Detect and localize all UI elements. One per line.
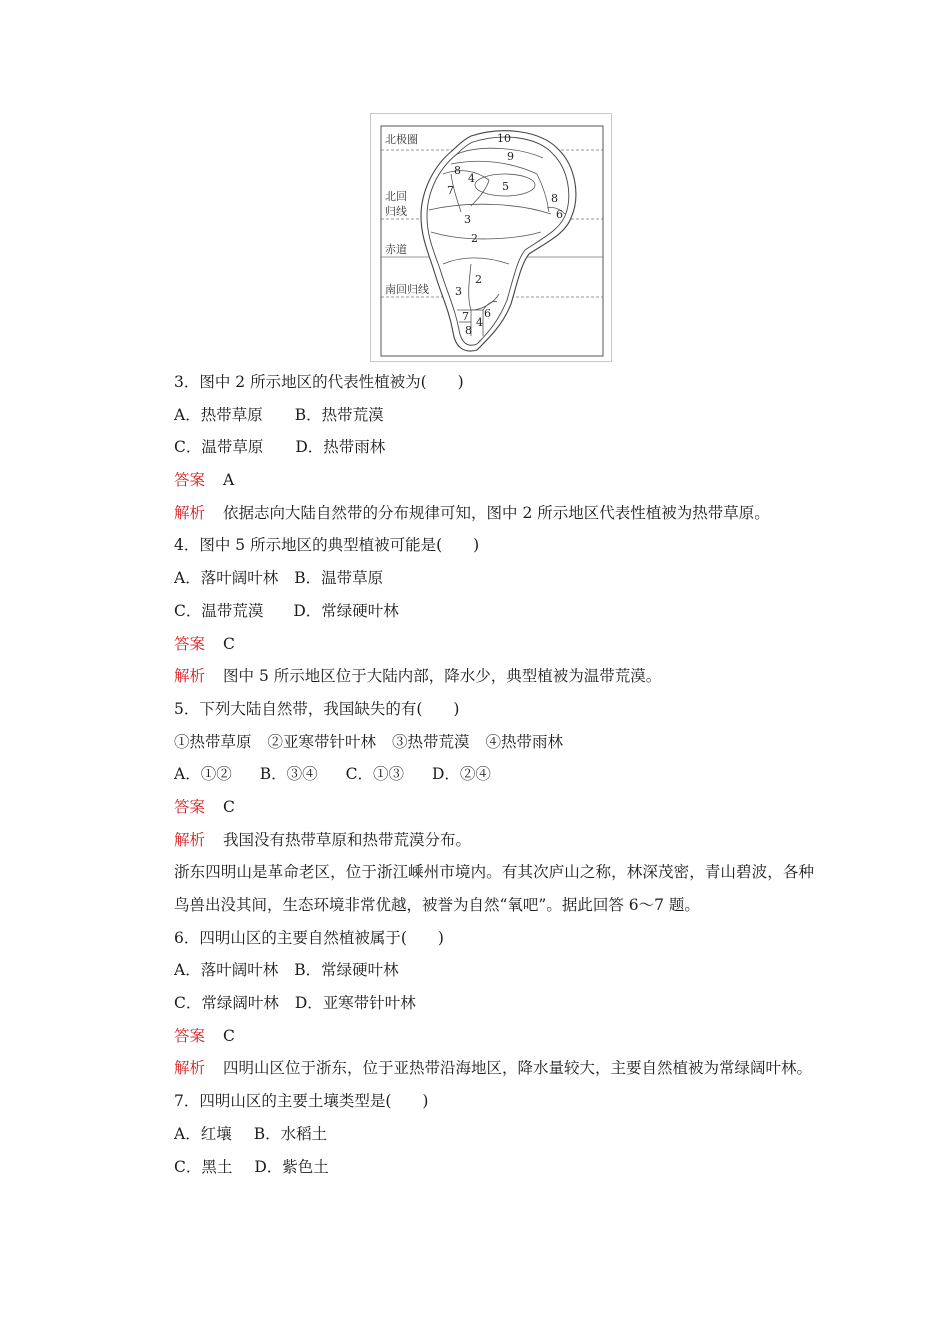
zone-4-south: 4 — [476, 316, 483, 329]
q6-answer-value: C — [223, 1026, 235, 1045]
equator-label: 赤道 — [385, 243, 407, 256]
q5-option-d: D．②④ — [431, 765, 491, 784]
zone-7-north: 7 — [447, 184, 454, 197]
q5-option-c: C．①③ — [345, 765, 404, 784]
q5-item-4: ④热带雨林 — [485, 732, 564, 751]
q4-option-b: B．温带草原 — [294, 569, 384, 588]
zone-8-south: 8 — [465, 324, 472, 337]
tropic-cancer-label-b: 归线 — [385, 205, 407, 218]
tropic-capricorn-label: 南回归线 — [385, 283, 429, 296]
q5-option-a: A．①② — [174, 765, 232, 784]
arctic-circle-label: 北极圈 — [385, 133, 418, 146]
q3-option-b: B．热带荒漠 — [294, 405, 384, 424]
q3-answer — [142, 464, 814, 497]
q4-options-cd — [142, 595, 814, 628]
q3-answer-value: A — [223, 471, 235, 490]
q5-answer — [142, 791, 814, 824]
q5-options — [142, 758, 814, 791]
continent-map — [371, 114, 611, 361]
q5-item-3: ③热带荒漠 — [392, 732, 470, 751]
zone-6-south: 6 — [484, 307, 491, 320]
q3-analysis-text: 依据志向大陆自然带的分布规律可知，图中 2 所示地区代表性植被为热带草原。 — [223, 503, 770, 522]
q5-answer-value: C — [223, 797, 235, 816]
q5-analysis-text: 我国没有热带草原和热带荒漠分布。 — [223, 830, 472, 849]
q6-analysis-text: 四明山区位于浙东，位于亚热带沿海地区，降水量较大，主要自然植被为常绿阔叶林。 — [223, 1059, 813, 1078]
q3-option-d: D．热带雨林 — [295, 438, 386, 457]
question-content — [142, 366, 814, 1183]
q6-options-cd — [142, 987, 814, 1020]
answer-label: 答案 — [174, 797, 206, 816]
zone-2-equator: 2 — [471, 232, 478, 245]
q4-stem: 4．图中 5 所示地区的典型植被可能是( ) — [174, 536, 480, 555]
q5-analysis — [142, 824, 814, 857]
analysis-label: 解析 — [174, 503, 206, 522]
q3-stem: 3．图中 2 所示地区的代表性植被为( ) — [174, 373, 464, 391]
continent-figure — [370, 113, 612, 362]
zone-3-north: 3 — [464, 213, 471, 226]
q4-option-c: C．温带荒漠 — [174, 601, 264, 620]
q7-options-cd — [142, 1151, 814, 1184]
zone-6-east: 6 — [556, 208, 563, 221]
passage: 浙东四明山是革命老区，位于浙江嵊州市境内。有其次庐山之称，林深茂密，青山碧波，各种鸟兽出没其间，生态环境非常优越，被誉为自然“氧吧”。据此回答 6～7 题。 — [174, 863, 814, 915]
q7-options-ab — [142, 1118, 814, 1151]
answer-label: 答案 — [174, 1026, 206, 1045]
q4-analysis-text: 图中 5 所示地区位于大陆内部，降水少，典型植被为温带荒漠。 — [223, 667, 662, 686]
zone-4-north: 4 — [468, 172, 475, 185]
q7-option-b: B．水稻土 — [253, 1124, 328, 1143]
zone-3-south: 3 — [455, 285, 462, 298]
q4-options-ab — [142, 562, 814, 595]
q5-item-1: ①热带草原 — [174, 732, 252, 751]
q3-option-c: C．温带草原 — [174, 438, 264, 457]
q6-option-c: C．常绿阔叶林 — [174, 994, 279, 1013]
q3-options-ab — [142, 399, 814, 432]
zone-10: 10 — [497, 132, 511, 145]
q3-options-cd — [142, 431, 814, 464]
q6-option-a: A．落叶阔叶林 — [174, 961, 279, 980]
q6-option-d: D．亚寒带针叶林 — [294, 994, 416, 1013]
q4-answer-value: C — [223, 634, 235, 653]
q5-item-2: ②亚寒带针叶林 — [267, 732, 377, 751]
q5-items — [142, 726, 814, 759]
q6-answer — [142, 1020, 814, 1053]
q7-option-a: A．红壤 — [174, 1124, 232, 1143]
q4-answer — [142, 628, 814, 661]
q5-option-b: B．③④ — [259, 765, 318, 784]
q7-stem: 7．四明山区的主要土壤类型是( ) — [174, 1092, 429, 1111]
q6-analysis — [142, 1052, 814, 1085]
q6-options-ab — [142, 954, 814, 987]
q7-option-d: D．紫色土 — [254, 1157, 329, 1176]
tropic-cancer-label-a: 北回 — [385, 190, 407, 203]
q4-analysis — [142, 660, 814, 693]
q4-option-a: A．落叶阔叶林 — [174, 569, 279, 588]
q4-option-d: D．常绿硬叶林 — [293, 601, 399, 620]
zone-5: 5 — [502, 180, 509, 193]
analysis-label: 解析 — [174, 667, 206, 686]
zone-7-south: 7 — [462, 310, 469, 323]
zone-8-north: 8 — [454, 164, 461, 177]
zone-9: 9 — [507, 150, 514, 163]
q3-option-a: A．热带草原 — [174, 405, 263, 424]
analysis-label: 解析 — [174, 830, 206, 849]
analysis-label: 解析 — [174, 1059, 206, 1078]
q5-stem: 5．下列大陆自然带，我国缺失的有( ) — [174, 699, 460, 718]
q3-analysis — [142, 497, 814, 530]
answer-label: 答案 — [174, 634, 206, 653]
zone-2-south: 2 — [475, 273, 482, 286]
q6-stem: 6．四明山区的主要自然植被属于( ) — [174, 928, 444, 947]
q6-option-b: B．常绿硬叶林 — [294, 961, 399, 980]
q7-option-c: C．黑土 — [174, 1157, 233, 1176]
answer-label: 答案 — [174, 471, 206, 490]
zone-8-east: 8 — [551, 192, 558, 205]
